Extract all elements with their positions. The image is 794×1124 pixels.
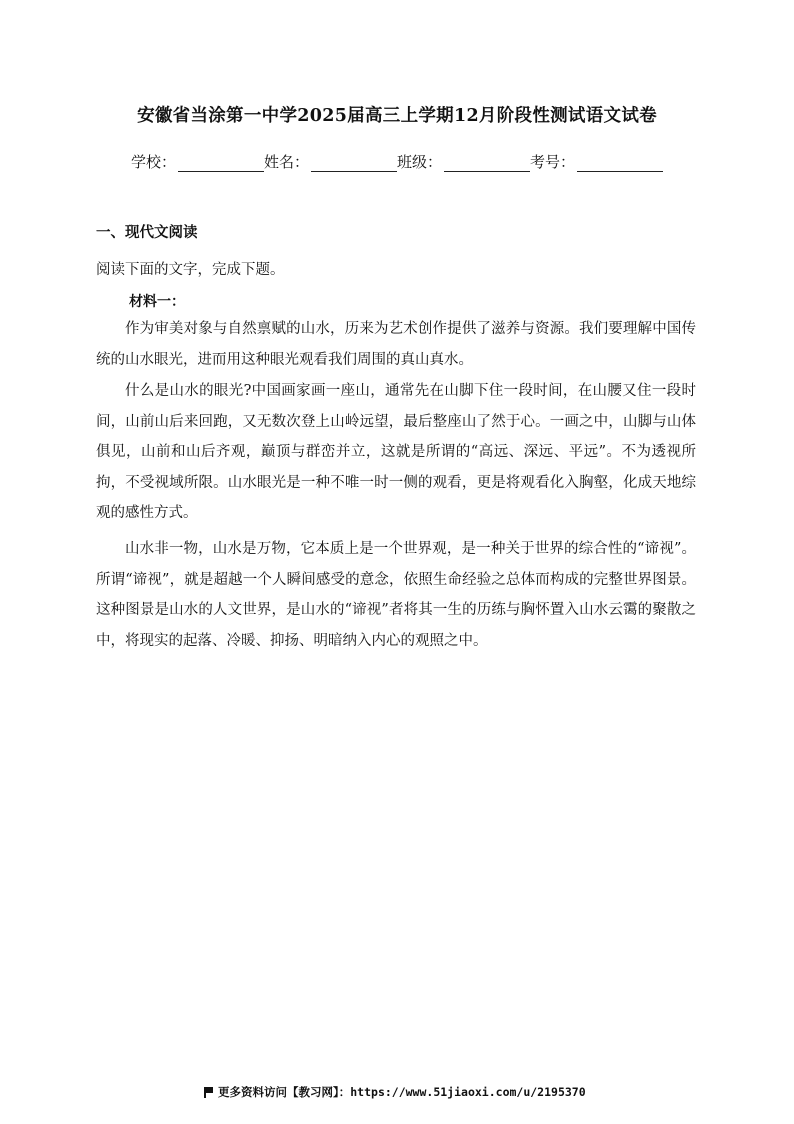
passage-paragraph-2 xyxy=(96,376,696,529)
school-label: 学校： xyxy=(130,153,176,171)
school-field xyxy=(131,151,264,172)
reading-instruction: 阅读下面的文字，完成下题。 xyxy=(96,262,285,278)
exam-number-blank xyxy=(577,155,663,172)
section-heading: 一、现代文阅读 xyxy=(96,225,198,241)
paragraph-text: 什么是山水的眼光?中国画家画一座山，通常先在山脚下住一段时间，在山腰又住一段时间，山前山后来回跑，又无数次登上山岭远望，最后整座山了然于心。一画之中，山脚与山体俱见，山前和山后齐观，巅顶与群峦并立，这就是所谓的“高远、深远、平远”。不为透视所拘，不受视域所限。山水眼光是一种不唯一时一侧的观看，更是将观看化入胸壑，化成天地综观的感性方式。 xyxy=(96,383,696,521)
name-blank xyxy=(311,155,397,172)
exam-title: 安徽省当涂第一中学2025届高三上学期12月阶段性测试语文试卷 xyxy=(137,106,657,126)
exam-number-label: 考号： xyxy=(530,153,576,171)
passage-paragraph-1 xyxy=(96,314,696,375)
class-blank xyxy=(444,155,530,172)
exam-number-field xyxy=(530,151,663,172)
name-label: 姓名： xyxy=(263,153,309,171)
flag-icon xyxy=(204,1087,214,1098)
student-info-line xyxy=(60,151,734,172)
class-label: 班级： xyxy=(397,153,443,171)
class-field xyxy=(397,151,530,172)
school-blank xyxy=(178,155,264,172)
paragraph-text: 山水非一物，山水是万物，它本质上是一个世界观，是一种关于世界的综合性的“谛视”。所谓“谛视”，就是超越一个人瞬间感受的意念，依照生命经验之总体而构成的完整世界图景。这种图景是山水的人文世界，是山水的“谛视”者将其一生的历练与胸怀置入山水云霭的聚散之中，将现实的起落、冷暖、抑扬、明暗纳入内心的观照之中。 xyxy=(96,541,696,649)
footer-text[interactable]: 更多资料访问【教习网】：https://www.51jiaoxi.com/u/2195370 xyxy=(218,1085,586,1099)
material-label: 材料一： xyxy=(129,294,185,310)
paragraph-text: 作为审美对象与自然禀赋的山水，历来为艺术创作提供了滋养与资源。我们要理解中国传统的山水眼光，进而用这种眼光观看我们周围的真山真水。 xyxy=(96,321,696,368)
passage-paragraph-3 xyxy=(96,534,696,656)
footer-link[interactable] xyxy=(204,1084,586,1100)
name-field xyxy=(264,151,397,172)
